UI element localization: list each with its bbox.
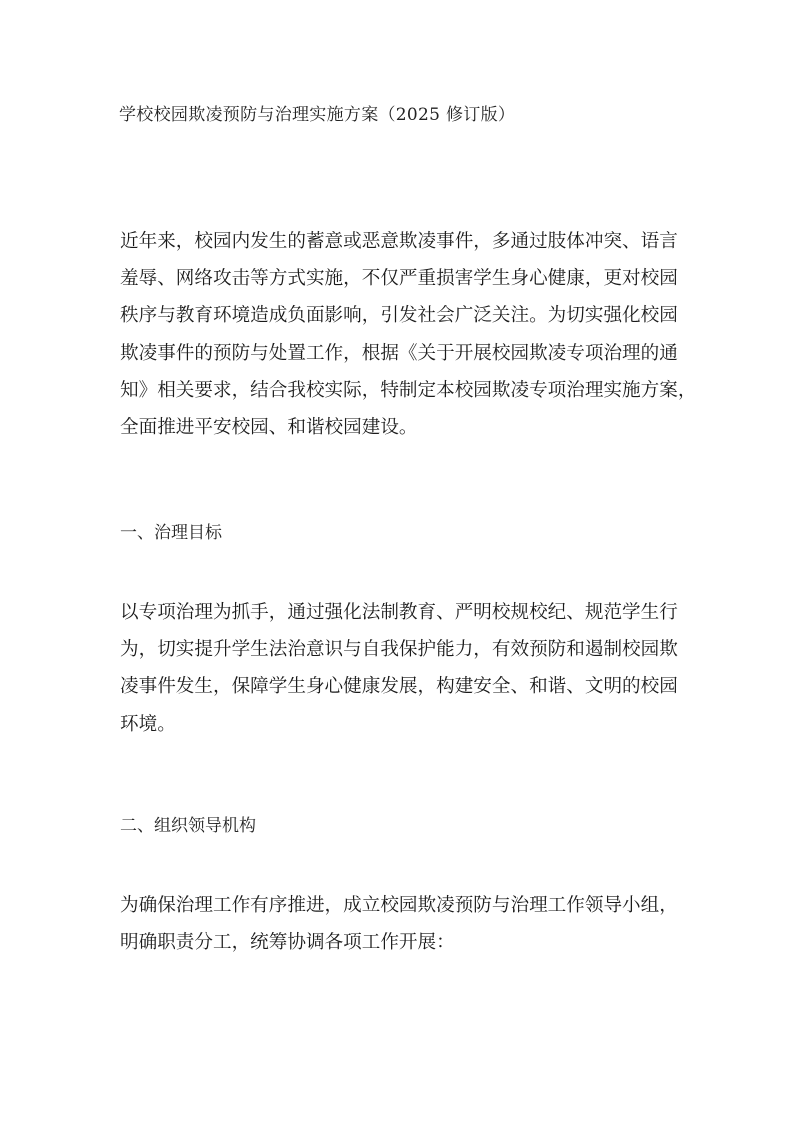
text-line: 秩序与教育环境造成负面影响，引发社会广泛关注。为切实强化校园 — [120, 305, 678, 327]
text-line: 知》相关要求，结合我校实际，特制定本校园欺凌专项治理实施方案， — [120, 379, 697, 401]
section-heading-organization: 二、组织领导机构 — [120, 816, 256, 836]
text-line: 羞辱、网络攻击等方式实施，不仅严重损害学生身心健康，更对校园 — [120, 268, 678, 290]
goals-paragraph — [120, 594, 676, 743]
text-line: 为，切实提升学生法治意识与自我保护能力，有效预防和遏制校园欺 — [120, 639, 678, 661]
text-line: 明确职责分工，统筹协调各项工作开展： — [120, 932, 455, 954]
text-line: 近年来，校园内发生的蓄意或恶意欺凌事件，多通过肢体冲突、语言 — [120, 231, 678, 252]
text-line: 以专项治理为抓手，通过强化法制教育、严明校规校纪、规范学生行 — [120, 602, 678, 623]
text-line: 凌事件发生，保障学生身心健康发展，构建安全、和谐、文明的校园 — [120, 676, 678, 698]
text-line: 为确保治理工作有序推进，成立校园欺凌预防与治理工作领导小组， — [120, 895, 678, 916]
document-title: 学校校园欺凌预防与治理实施方案（2025 修订版） — [119, 105, 516, 125]
text-line: 全面推进平安校园、和谐校园建设。 — [120, 416, 418, 438]
section-heading-goals: 一、治理目标 — [120, 523, 222, 543]
organization-paragraph — [120, 887, 676, 961]
text-line: 欺凌事件的预防与处置工作，根据《关于开展校园欺凌专项治理的通 — [120, 342, 678, 364]
intro-paragraph — [120, 223, 697, 446]
text-line: 环境。 — [120, 713, 176, 735]
